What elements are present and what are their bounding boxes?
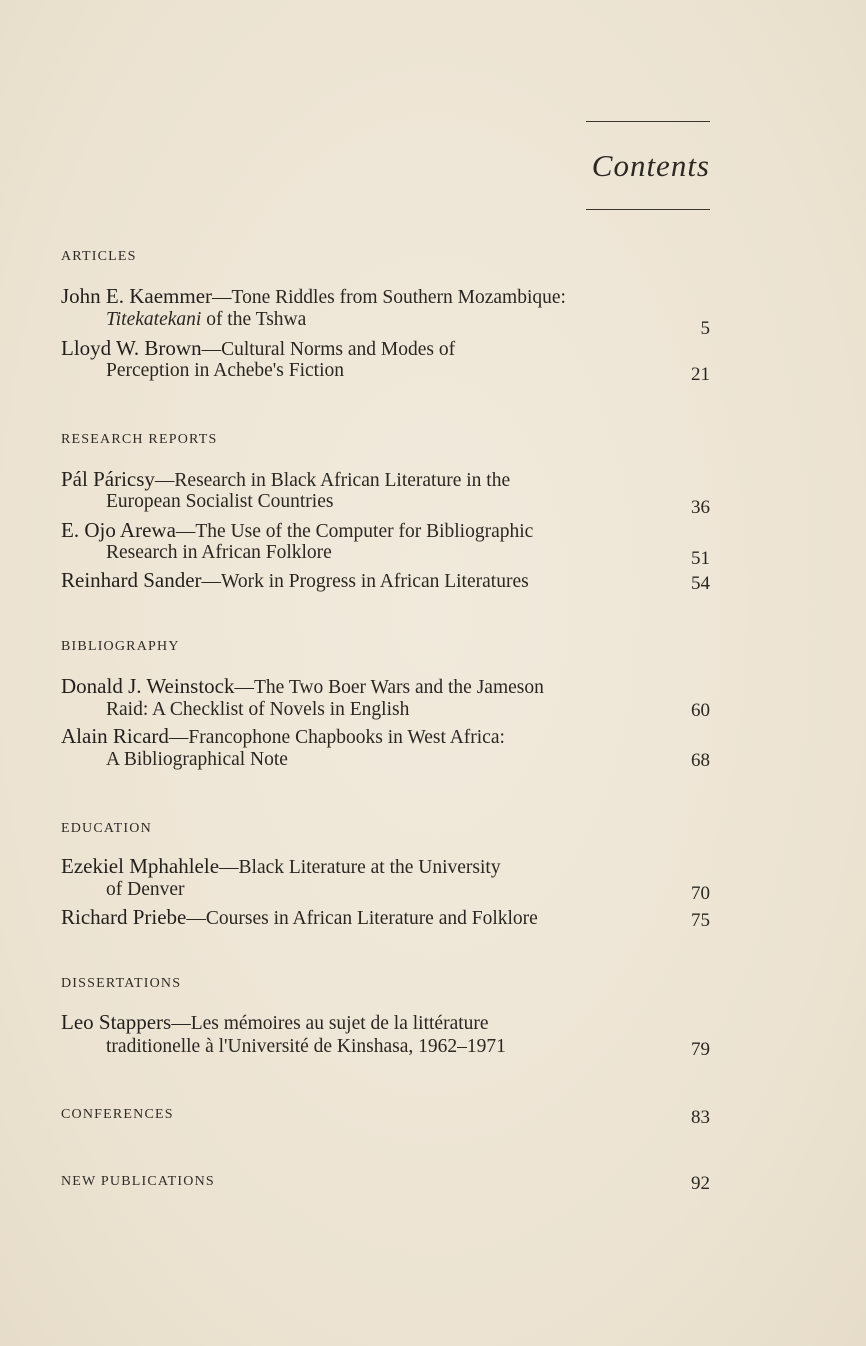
entry-title: —Les mémoires au sujet de la littérature	[171, 1013, 489, 1034]
entry-page-number: 5	[700, 318, 710, 339]
toc-entry-line	[61, 284, 566, 309]
entry-title-italic: Titekatekani	[106, 309, 202, 330]
toc-entry-line	[61, 854, 501, 879]
toc-entry-line	[106, 542, 332, 564]
entry-author: Reinhard Sander	[61, 568, 202, 592]
section-heading: RESEARCH REPORTS	[61, 432, 218, 447]
toc-entry-line	[106, 879, 185, 901]
entry-title: of Denver	[106, 879, 185, 900]
section-heading: EDUCATION	[61, 821, 152, 836]
entry-author: Pál Páricsy	[61, 467, 155, 491]
entry-author: Alain Ricard	[61, 724, 169, 748]
entry-title: of the Tshwa	[201, 309, 307, 330]
entry-page-number: 68	[691, 750, 710, 771]
toc-entry-line	[61, 568, 529, 593]
title-rule-bottom	[586, 209, 710, 210]
section-heading: DISSERTATIONS	[61, 976, 182, 991]
toc-entry-line	[61, 905, 538, 930]
entry-title: A Bibliographical Note	[106, 749, 288, 770]
entry-page-number: 60	[691, 700, 710, 721]
toc-entry-line	[61, 674, 544, 699]
entry-page-number: 75	[691, 910, 710, 931]
toc-entry-line	[106, 491, 333, 513]
section-heading: BIBLIOGRAPHY	[61, 639, 180, 654]
toc-entry-line	[106, 699, 409, 721]
entry-page-number: 54	[691, 573, 710, 594]
entry-title: Raid: A Checklist of Novels in English	[106, 699, 410, 720]
entry-page-number: 79	[691, 1039, 710, 1060]
entry-title: —Francophone Chapbooks in West Africa:	[168, 727, 505, 748]
page-title: Contents	[591, 148, 710, 183]
entry-page-number: 83	[691, 1107, 710, 1128]
entry-page-number: 21	[691, 364, 710, 385]
toc-entry-line	[106, 309, 306, 331]
title-rule-top	[586, 121, 710, 122]
toc-entry-line	[61, 1010, 489, 1035]
entry-author: Richard Priebe	[61, 905, 187, 929]
toc-entry-line	[106, 749, 288, 771]
entry-page-number: 51	[691, 548, 710, 569]
entry-page-number: 70	[691, 883, 710, 904]
entry-author: Leo Stappers	[61, 1010, 172, 1034]
section-heading: NEW PUBLICATIONS	[61, 1174, 215, 1189]
toc-entry-line	[61, 724, 505, 749]
section-heading: ARTICLES	[61, 249, 137, 264]
entry-page-number: 36	[691, 497, 710, 518]
entry-author: Ezekiel Mphahlele	[61, 854, 220, 878]
entry-title: —Work in Progress in African Literatures	[201, 571, 529, 592]
entry-author: E. Ojo Arewa	[61, 518, 176, 542]
entry-author: John E. Kaemmer	[61, 284, 213, 308]
entry-title: —Courses in African Literature and Folklore	[186, 908, 538, 929]
entry-title: —Tone Riddles from Southern Mozambique:	[212, 287, 566, 308]
toc-entry-line	[106, 360, 344, 382]
toc-entry-line	[61, 336, 455, 361]
entry-title: —Research in Black African Literature in the	[154, 470, 511, 491]
toc-entry-line	[61, 467, 510, 492]
toc-entry-line	[61, 518, 533, 543]
entry-page-number: 92	[691, 1173, 710, 1194]
entry-title: Perception in Achebe's Fiction	[106, 360, 345, 381]
entry-author: Donald J. Weinstock	[61, 674, 235, 698]
entry-title: —The Use of the Computer for Bibliographic	[175, 521, 534, 542]
entry-title: —Black Literature at the University	[219, 857, 501, 878]
section-heading: CONFERENCES	[61, 1107, 174, 1122]
entry-title: European Socialist Countries	[106, 491, 334, 512]
toc-entry-line	[106, 1036, 506, 1058]
entry-title: traditionelle à l'Université de Kinshasa, 1962–1971	[106, 1036, 506, 1057]
entry-title: —Cultural Norms and Modes of	[201, 339, 456, 360]
entry-author: Lloyd W. Brown	[61, 336, 202, 360]
entry-title: Research in African Folklore	[106, 542, 332, 563]
entry-title: —The Two Boer Wars and the Jameson	[234, 677, 544, 698]
